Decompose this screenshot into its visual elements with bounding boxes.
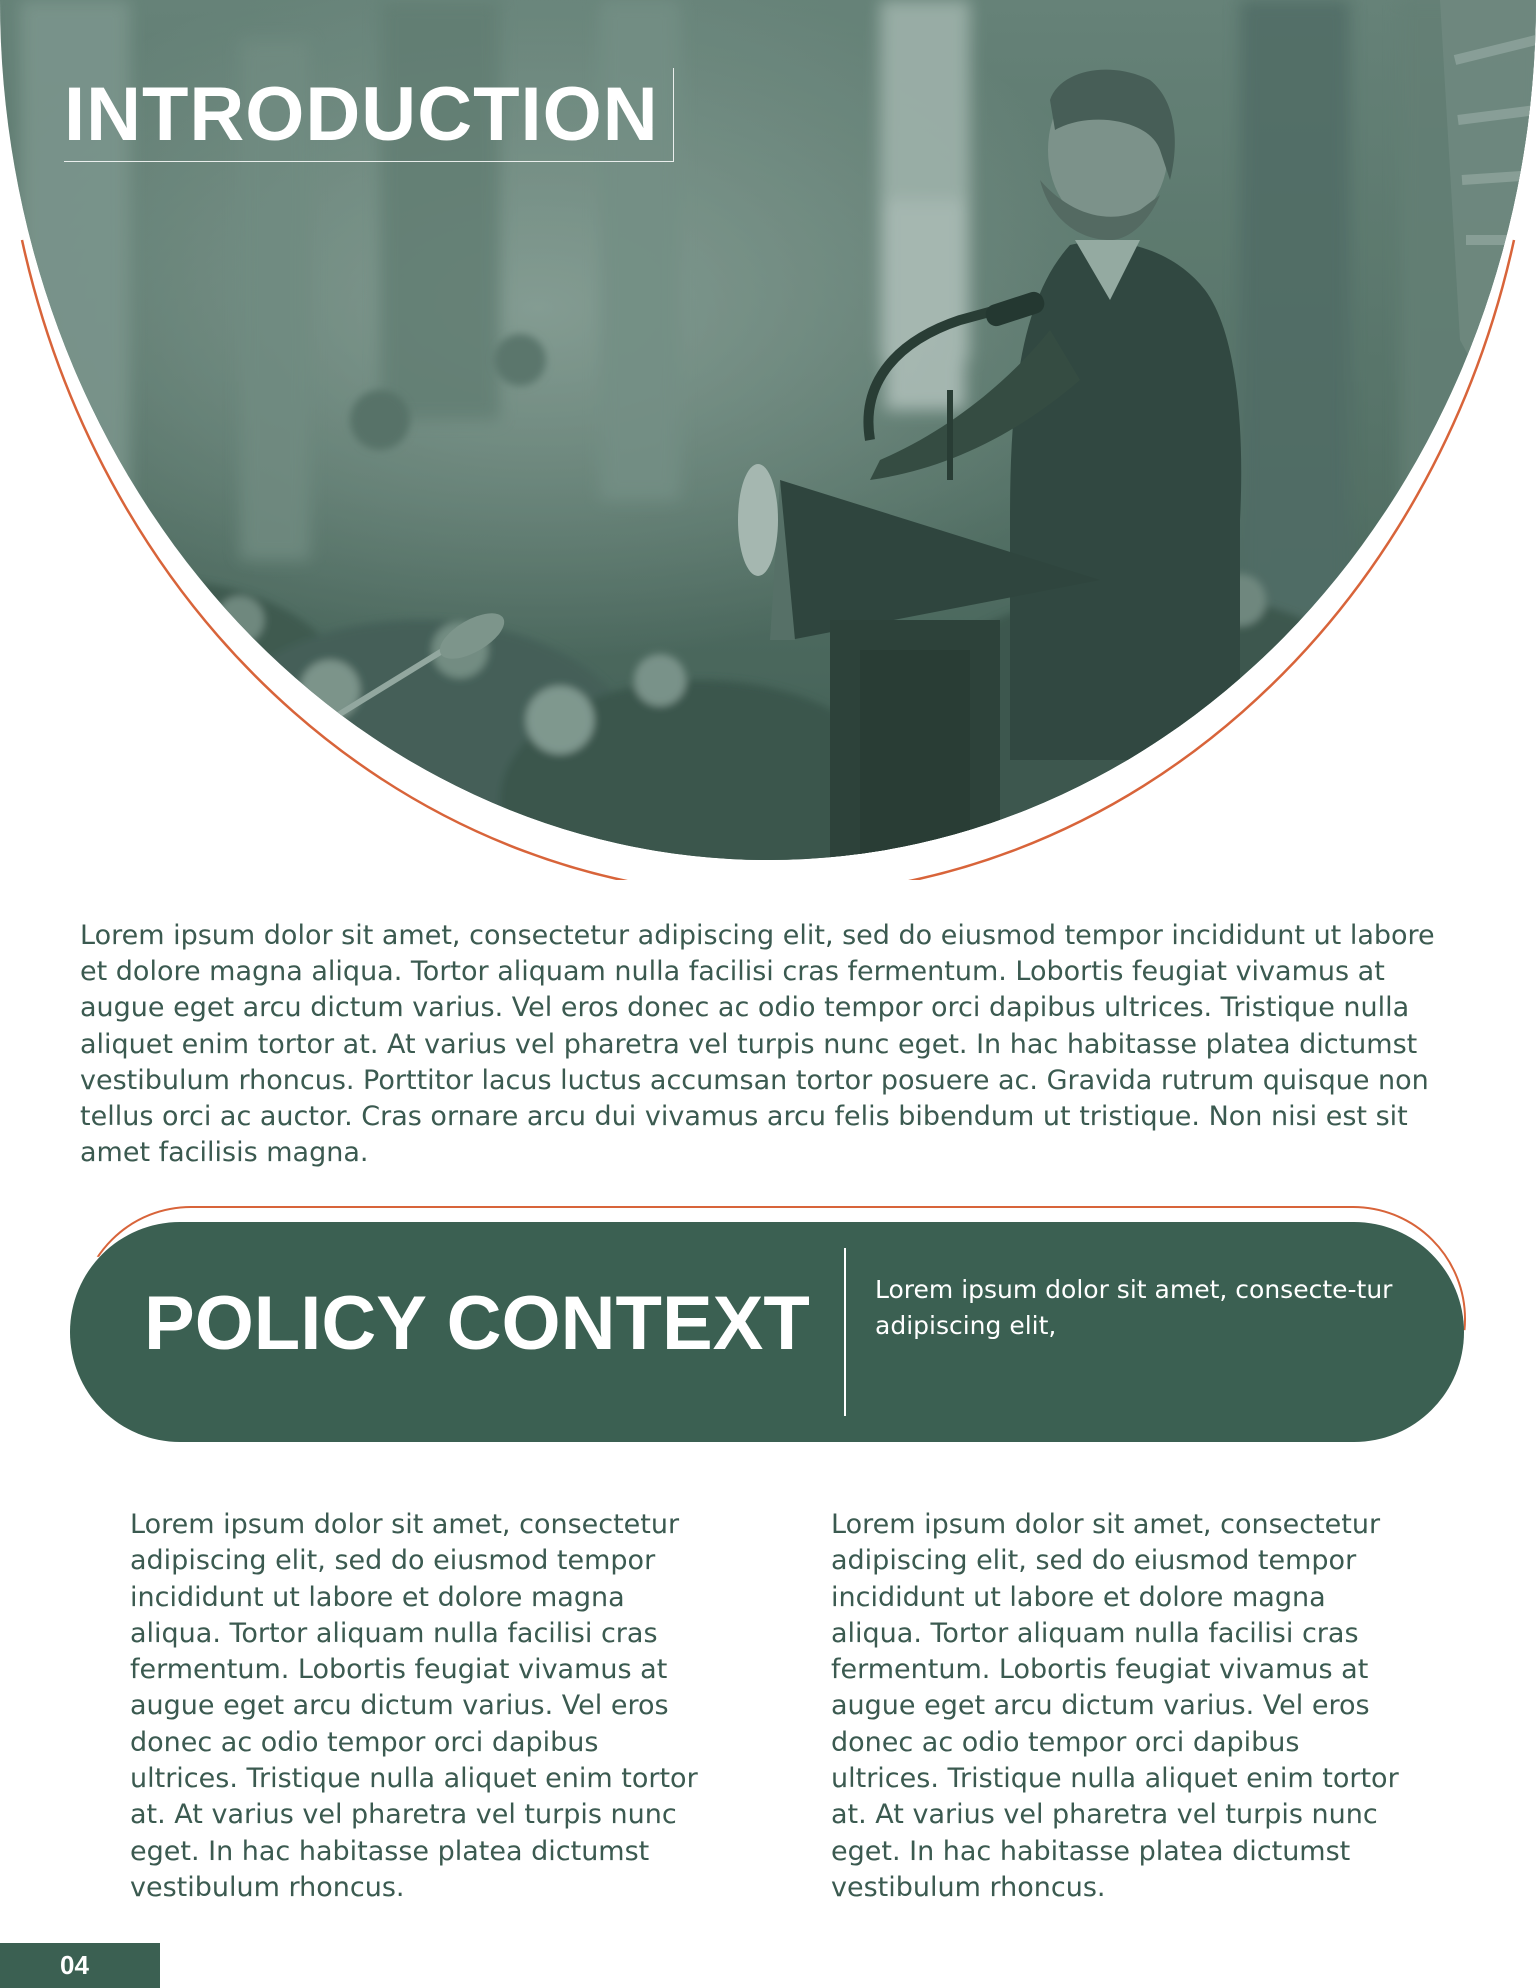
divider [844,1248,846,1416]
right-column-text: Lorem ipsum dolor sit amet, consectetur adipiscing elit, sed do eiusmod tempor incididunt ut labore et dolore magna aliqua. Tortor aliquam nulla facilisi cras fermentum. Lobortis feugiat vivamus at augue eget arcu dictum varius. Vel eros donec ac odio tempor orci dapibus ultrices. Tristique nulla aliquet enim tortor at. At varius vel pharetra vel turpis nunc eget. In hac habitasse platea dictumst vestibulum rhoncus. [831,1509,1399,1903]
page-number: 04 [0,1943,160,1988]
page-title: INTRODUCTION [64,68,674,162]
intro-paragraph: Lorem ipsum dolor sit amet, consectetur adipiscing elit, sed do eiusmod tempor incididunt ut labore et dolore magna aliqua. Tortor aliquam nulla facilisi cras fermentum. Lobortis feugiat vivamus at augue eget arcu dictum varius. Vel eros donec ac odio tempor orci dapibus ultrices. Tristique nulla aliquet enim tortor at. At varius vel pharetra vel turpis nunc eget. In hac habitasse platea dictumst vestibulum rhoncus. Porttitor lacus luctus accumsan tortor posuere ac. Gravida rutrum quisque non tellus orci ac auctor. Cras ornare arcu dui vivamus arcu felis bibendum ut tristique. Non nisi est sit amet facilisis magna. [80,920,1435,1169]
section-subtitle: Lorem ipsum dolor sit amet, consecte-tur adipiscing elit, [875,1275,1393,1340]
policy-context-banner [70,1206,1468,1446]
hero-photo [0,0,1536,880]
section-title: POLICY CONTEXT [144,1281,810,1366]
left-column-text: Lorem ipsum dolor sit amet, consectetur adipiscing elit, sed do eiusmod tempor incididunt ut labore et dolore magna aliqua. Tortor aliquam nulla facilisi cras fermentum. Lobortis feugiat vivamus at augue eget arcu dictum varius. Vel eros donec ac odio tempor orci dapibus ultrices. Tristique nulla aliquet enim tortor at. At varius vel pharetra vel turpis nunc eget. In hac habitasse platea dictumst vestibulum rhoncus. [130,1509,698,1903]
banner-pill [70,1222,1464,1442]
